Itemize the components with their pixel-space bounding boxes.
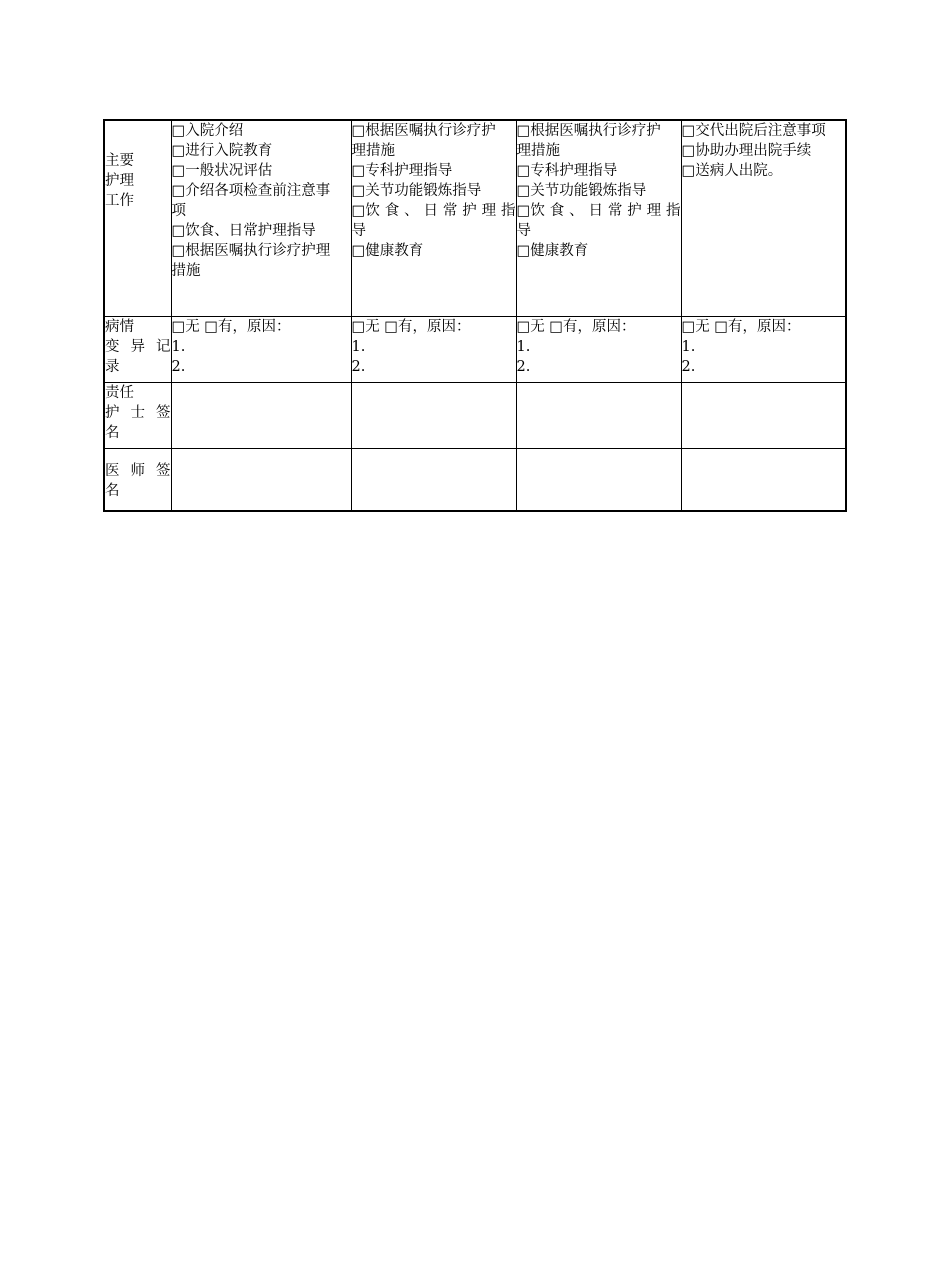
checklist-item-continued: 理措施 <box>516 143 560 159</box>
checklist-item: □进行入院教育 <box>171 143 273 159</box>
doctor-signature-field[interactable] <box>516 448 681 511</box>
row-label-doctor-signature <box>104 448 171 511</box>
label-line: 护 士 签 <box>105 404 171 421</box>
cell-day1-nursing <box>171 120 351 316</box>
row-label-variance-record <box>104 316 171 382</box>
checklist-item-continued: 导 <box>351 223 366 239</box>
nurse-signature-field[interactable] <box>681 382 846 448</box>
checklist-item: □关节功能锻炼指导 <box>516 183 647 199</box>
cell-variance-3 <box>516 316 681 382</box>
checklist-item: □健康教育 <box>516 243 589 259</box>
checklist-item: □协助办理出院手续 <box>681 143 812 159</box>
variance-reason-1: 1. <box>681 338 696 355</box>
checklist-item-continued: 理措施 <box>351 143 395 159</box>
checklist-item: □饮 食 、 日 常 护 理 指 <box>351 203 516 219</box>
nurse-signature-field[interactable] <box>351 382 516 448</box>
variance-reason-2: 2. <box>171 358 186 375</box>
checklist-item: □专科护理指导 <box>516 163 618 179</box>
variance-options: □无 □有，原因： <box>351 318 471 335</box>
variance-reason-2: 2. <box>351 358 366 375</box>
row-label-nurse-signature <box>104 382 171 448</box>
checklist-item: □饮食、日常护理指导 <box>171 223 316 239</box>
checklist-item: □一般状况评估 <box>171 163 273 179</box>
doctor-signature-field[interactable] <box>351 448 516 511</box>
label-line: 工作 <box>105 193 134 209</box>
checklist-item: □根据医嘱执行诊疗护 <box>351 123 496 139</box>
checklist-item-continued: 措施 <box>171 263 201 279</box>
row-label-main-nursing-work <box>104 120 171 316</box>
cell-variance-2 <box>351 316 516 382</box>
variance-reason-2: 2. <box>681 358 696 375</box>
label-line: 录 <box>105 358 120 375</box>
checklist-item: □入院介绍 <box>171 123 244 139</box>
variance-reason-2: 2. <box>516 358 531 375</box>
checklist-item: □根据医嘱执行诊疗护理 <box>171 243 331 259</box>
label-line: 责任 <box>105 384 134 401</box>
row-nurse-signature <box>104 382 846 448</box>
row-main-nursing-work <box>104 120 846 316</box>
label-line: 护理 <box>105 173 134 189</box>
variance-options: □无 □有，原因： <box>171 318 291 335</box>
checklist-item-continued: 项 <box>171 203 186 219</box>
checklist-item: □关节功能锻炼指导 <box>351 183 482 199</box>
cell-variance-1 <box>171 316 351 382</box>
cell-day3-nursing <box>516 120 681 316</box>
variance-reason-1: 1. <box>171 338 186 355</box>
variance-reason-1: 1. <box>351 338 366 355</box>
label-line: 病情 <box>105 318 134 335</box>
row-doctor-signature <box>104 448 846 511</box>
checklist-item: □专科护理指导 <box>351 163 453 179</box>
variance-reason-1: 1. <box>516 338 531 355</box>
cell-variance-4 <box>681 316 846 382</box>
checklist-item: □介绍各项检查前注意事 <box>171 183 331 199</box>
nurse-signature-field[interactable] <box>516 382 681 448</box>
checklist-item: □送病人出院。 <box>681 163 783 179</box>
clinical-pathway-table <box>103 119 847 512</box>
checklist-item: □交代出院后注意事项 <box>681 123 826 139</box>
checklist-item: □根据医嘱执行诊疗护 <box>516 123 661 139</box>
label-line: 变 异 记 <box>105 338 171 355</box>
variance-options: □无 □有，原因： <box>681 318 801 335</box>
checklist-item-continued: 导 <box>516 223 531 239</box>
variance-options: □无 □有，原因： <box>516 318 636 335</box>
label-line: 医 师 签 <box>105 462 171 479</box>
cell-day2-nursing <box>351 120 516 316</box>
checklist-item: □健康教育 <box>351 243 424 259</box>
cell-discharge-nursing <box>681 120 846 316</box>
checklist-item: □饮 食 、 日 常 护 理 指 <box>516 203 681 219</box>
doctor-signature-field[interactable] <box>681 448 846 511</box>
doctor-signature-field[interactable] <box>171 448 351 511</box>
label-line: 名 <box>105 482 120 499</box>
label-line: 主要 <box>105 153 134 169</box>
nurse-signature-field[interactable] <box>171 382 351 448</box>
row-variance-record <box>104 316 846 382</box>
label-line: 名 <box>105 424 120 441</box>
